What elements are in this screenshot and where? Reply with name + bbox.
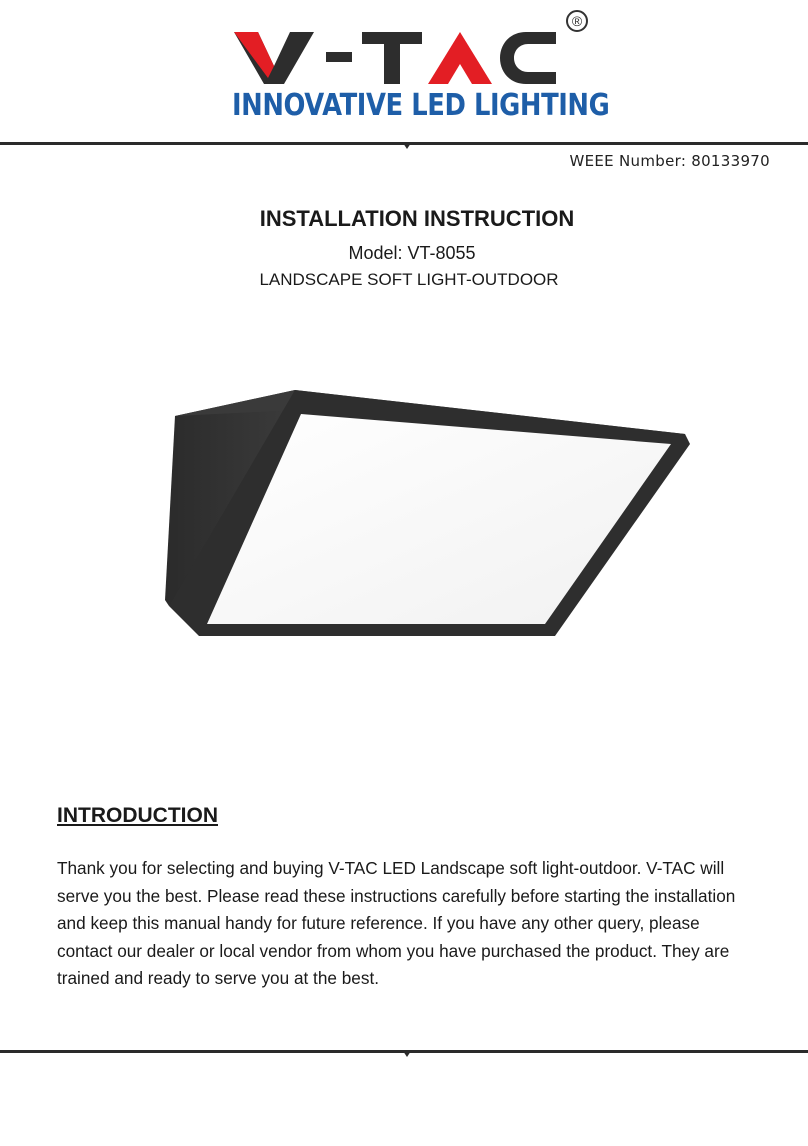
page-title: INSTALLATION INSTRUCTION bbox=[259, 206, 575, 231]
weee-number: WEEE Number: 80133970 bbox=[569, 152, 770, 170]
bottom-divider bbox=[0, 1046, 808, 1058]
product-name: LANDSCAPE SOFT LIGHT-OUTDOOR bbox=[259, 270, 559, 289]
brand-logo bbox=[0, 0, 808, 140]
introduction-heading: INTRODUCTION bbox=[57, 804, 218, 827]
model-number: Model: VT-8055 bbox=[348, 243, 476, 263]
registered-mark: ® bbox=[566, 10, 588, 32]
introduction-paragraph: Thank you for selecting and buying V-TAC LED Landscape soft light-outdoor. V-TAC will serve you the best. Please read these instructions carefully before starting the installation and keep this manual handy for future reference. If you have any other query, please contact our dealer or local vendor from whom you have purchased the product. They are trained and ready to serve you at the best. bbox=[57, 858, 736, 988]
top-divider bbox=[0, 138, 808, 150]
vtac-wordmark bbox=[228, 10, 568, 90]
product-image bbox=[135, 340, 715, 680]
brand-tagline: INNOVATIVE LED LIGHTING bbox=[232, 88, 610, 123]
